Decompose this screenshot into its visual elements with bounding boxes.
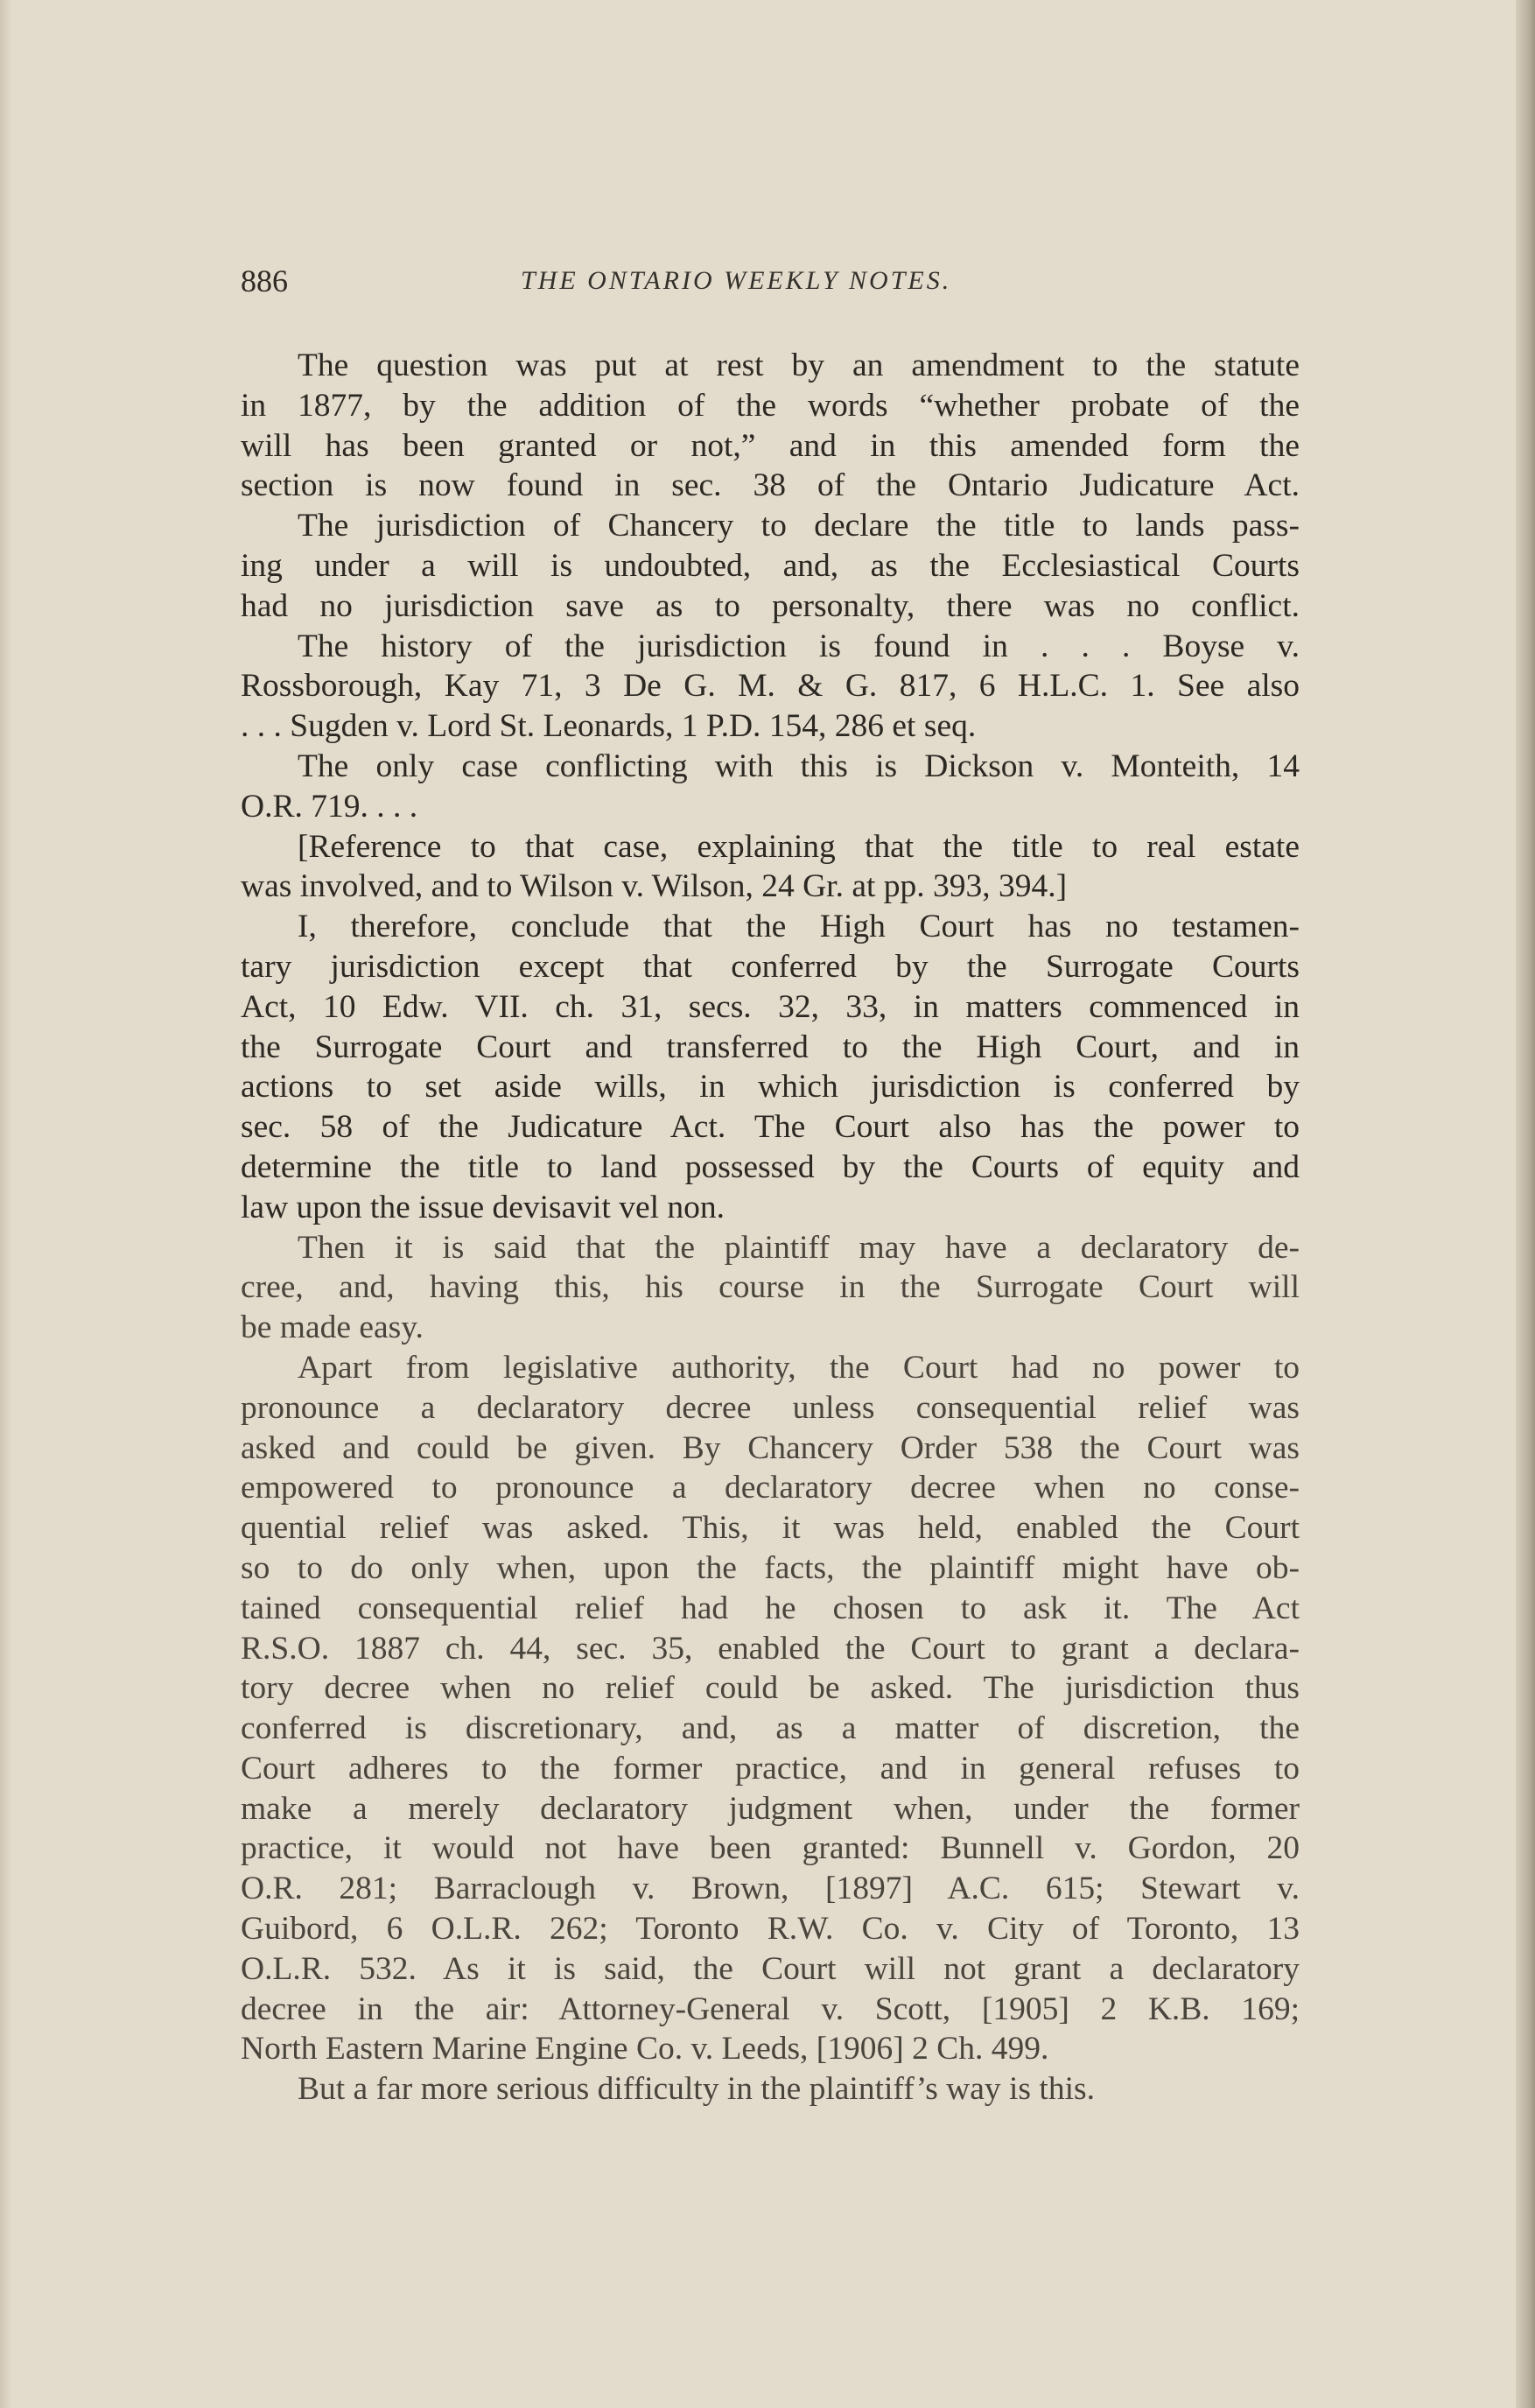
text-line: section is now found in sec. 38 of the Ontario Judicature Act.: [241, 467, 1300, 504]
running-head: [241, 263, 1300, 299]
text-line: Apart from legislative authority, the Court had no power to: [298, 1349, 1300, 1386]
text-line: will has been granted or not,” and in this amended form the: [241, 427, 1300, 464]
text-line: tory decree when no relief could be asked. The jurisdiction thus: [241, 1670, 1300, 1707]
page-gutter-shadow: [0, 0, 12, 2408]
text-line: The jurisdiction of Chancery to declare the title to lands pass-: [298, 508, 1300, 544]
text-line: the Surrogate Court and transferred to the High Court, and in: [241, 1028, 1300, 1065]
text-line: was involved, and to Wilson v. Wilson, 24 Gr. at pp. 393, 394.]: [241, 868, 1068, 905]
text-line: Court adheres to the former practice, and in general refuses to: [241, 1750, 1300, 1787]
text-line: ing under a will is undoubted, and, as the Ecclesiastical Courts: [241, 547, 1300, 584]
text-line: O.L.R. 532. As it is said, the Court will not grant a declaratory: [241, 1950, 1300, 1987]
text-line: [Reference to that case, explaining that the title to real estate: [298, 828, 1300, 865]
text-line: law upon the issue devisavit vel non.: [241, 1189, 725, 1225]
text-line: Act, 10 Edw. VII. ch. 31, secs. 32, 33, in matters commenced in: [241, 988, 1300, 1025]
text-line: cree, and, having this, his course in the Surrogate Court will: [241, 1269, 1300, 1306]
text-line: Guibord, 6 O.L.R. 262; Toronto R.W. Co. v. City of Toronto, 13: [241, 1911, 1300, 1948]
text-line: sec. 58 of the Judicature Act. The Court also has the power to: [241, 1109, 1300, 1146]
text-line: quential relief was asked. This, it was held, enabled the Court: [241, 1510, 1300, 1547]
text-line: O.R. 719. . . .: [241, 788, 418, 825]
body-text: [241, 346, 1300, 2110]
text-line: tained consequential relief had he chosen to ask it. The Act: [241, 1590, 1300, 1626]
text-line: determine the title to land possessed by the Courts of equity and: [241, 1148, 1300, 1185]
text-line: be made easy.: [241, 1309, 424, 1346]
text-line: asked and could be given. By Chancery Order 538 the Court was: [241, 1429, 1300, 1466]
text-line: Then it is said that the plaintiff may have a declaratory de-: [298, 1229, 1300, 1266]
journal-title: THE ONTARIO WEEKLY NOTES.: [521, 266, 952, 295]
text-line: North Eastern Marine Engine Co. v. Leeds, [1906] 2 Ch. 499.: [241, 2031, 1049, 2068]
text-line: But a far more serious difficulty in the plaintiff’s way is this.: [298, 2071, 1095, 2108]
text-line: so to do only when, upon the facts, the plaintiff might have ob-: [241, 1549, 1300, 1586]
text-line: The question was put at rest by an amendment to the statute: [298, 348, 1300, 383]
text-line: tary jurisdiction except that conferred by the Surrogate Courts: [241, 948, 1300, 985]
page-number: 886: [241, 263, 288, 298]
text-line: I, therefore, conclude that the High Court has no testamen-: [298, 909, 1300, 945]
text-line: The only case conflicting with this is Dickson v. Monteith, 14: [298, 748, 1300, 784]
text-line: O.R. 281; Barraclough v. Brown, [1897] A.C. 615; Stewart v.: [241, 1871, 1300, 1907]
text-line: pronounce a declaratory decree unless consequential relief was: [241, 1389, 1300, 1426]
text-line: had no jurisdiction save as to personalty, there was no conflict.: [241, 587, 1300, 624]
text-line: The history of the jurisdiction is found in . . . Boyse v.: [298, 628, 1300, 664]
text-line: decree in the air: Attorney-General v. Scott, [1905] 2 K.B. 169;: [241, 1990, 1300, 2027]
text-line: actions to set aside wills, in which jurisdiction is conferred by: [241, 1069, 1300, 1106]
text-line: R.S.O. 1887 ch. 44, sec. 35, enabled the Court to grant a declara-: [241, 1630, 1300, 1667]
text-line: practice, it would not have been granted: Bunnell v. Gordon, 20: [241, 1830, 1300, 1867]
text-line: empowered to pronounce a declaratory decree when no conse-: [241, 1470, 1300, 1506]
text-line: . . . Sugden v. Lord St. Leonards, 1 P.D. 154, 286 et seq.: [241, 708, 977, 745]
text-line: conferred is discretionary, and, as a matter of discretion, the: [241, 1710, 1300, 1747]
text-line: make a merely declaratory judgment when, under the former: [241, 1790, 1300, 1827]
text-line: in 1877, by the addition of the words “whether probate of the: [241, 387, 1300, 424]
page-edge: [1516, 0, 1535, 2408]
text-line: Rossborough, Kay 71, 3 De G. M. & G. 817, 6 H.L.C. 1. See also: [241, 668, 1300, 705]
